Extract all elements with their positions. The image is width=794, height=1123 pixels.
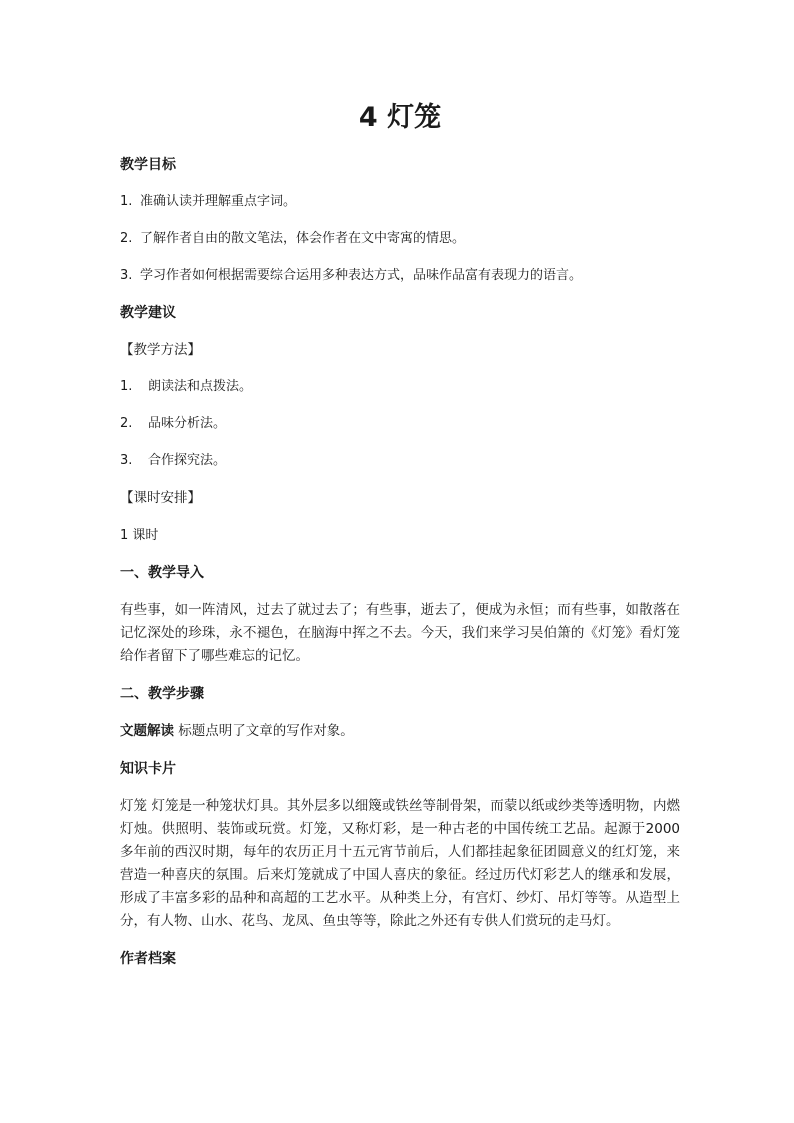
- schedule-text: 1 课时: [120, 528, 159, 543]
- title-reading-label: 文题解读: [120, 723, 174, 739]
- method-item: [120, 376, 680, 398]
- list-number: 1.: [120, 194, 133, 209]
- list-number: 2.: [120, 231, 133, 246]
- title-reading-text: 标题点明了文章的写作对象。: [174, 723, 354, 739]
- objectives-heading: 教学目标: [120, 157, 176, 173]
- objective-item: [120, 191, 680, 213]
- method-item: [120, 450, 680, 472]
- intro-paragraph: 有些事，如一阵清风，过去了就过去了；有些事，逝去了，便成为永恒；而有些事，如散落在记忆深处的珍珠，永不褪色，在脑海中挥之不去。今天，我们来学习吴伯箫的《灯笼》看灯笼给作者留下了哪些难忘的记忆。: [120, 602, 680, 664]
- intro-heading: 一、教学导入: [120, 565, 204, 581]
- method-text: 合作探究法。: [148, 453, 227, 468]
- suggestions-heading: 教学建议: [120, 305, 176, 321]
- objective-text: 了解作者自由的散文笔法，体会作者在文中寄寓的情思。: [140, 231, 466, 246]
- objective-item: [120, 265, 680, 287]
- list-number: 1.: [120, 379, 133, 394]
- document-page: [120, 96, 680, 970]
- schedule-heading: 【课时安排】: [120, 490, 201, 506]
- method-text: 品味分析法。: [148, 416, 227, 431]
- knowledge-card-paragraph: 灯笼 灯笼是一种笼状灯具。其外层多以细篾或铁丝等制骨架，而蒙以纸或纱类等透明物，内燃灯烛。供照明、装饰或玩赏。灯笼，又称灯彩，是一种古老的中国传统工艺品。起源于2000 多年前的西汉时期，每年的农历正月十五元宵节前后，人们都挂起象征团圆意义的红灯笼，来营造一种喜庆的氛围。后来灯笼就成了中国人喜庆的象征。经过历代灯彩艺人的继承和发展，形成了丰富多彩的品种和高超的工艺水平。从种类上分，有宫灯、纱灯、吊灯等等。从造型上分，有人物、山水、花鸟、龙凤、鱼虫等等，除此之外还有专供人们赏玩的走马灯。: [120, 798, 680, 929]
- list-number: 3.: [120, 268, 133, 283]
- list-number: 3.: [120, 453, 133, 468]
- steps-heading: 二、教学步骤: [120, 686, 204, 702]
- method-item: [120, 413, 680, 435]
- methods-heading: 【教学方法】: [120, 342, 201, 358]
- objective-text: 学习作者如何根据需要综合运用多种表达方式，品味作品富有表现力的语言。: [140, 268, 583, 283]
- objective-text: 准确认读并理解重点字词。: [140, 194, 297, 209]
- page-title: 4 灯笼: [358, 102, 442, 133]
- title-reading-paragraph: [120, 720, 680, 743]
- author-profile-heading: 作者档案: [120, 951, 176, 967]
- list-number: 2.: [120, 416, 133, 431]
- objective-item: [120, 228, 680, 250]
- knowledge-card-heading: 知识卡片: [120, 761, 176, 777]
- method-text: 朗读法和点拨法。: [148, 379, 253, 394]
